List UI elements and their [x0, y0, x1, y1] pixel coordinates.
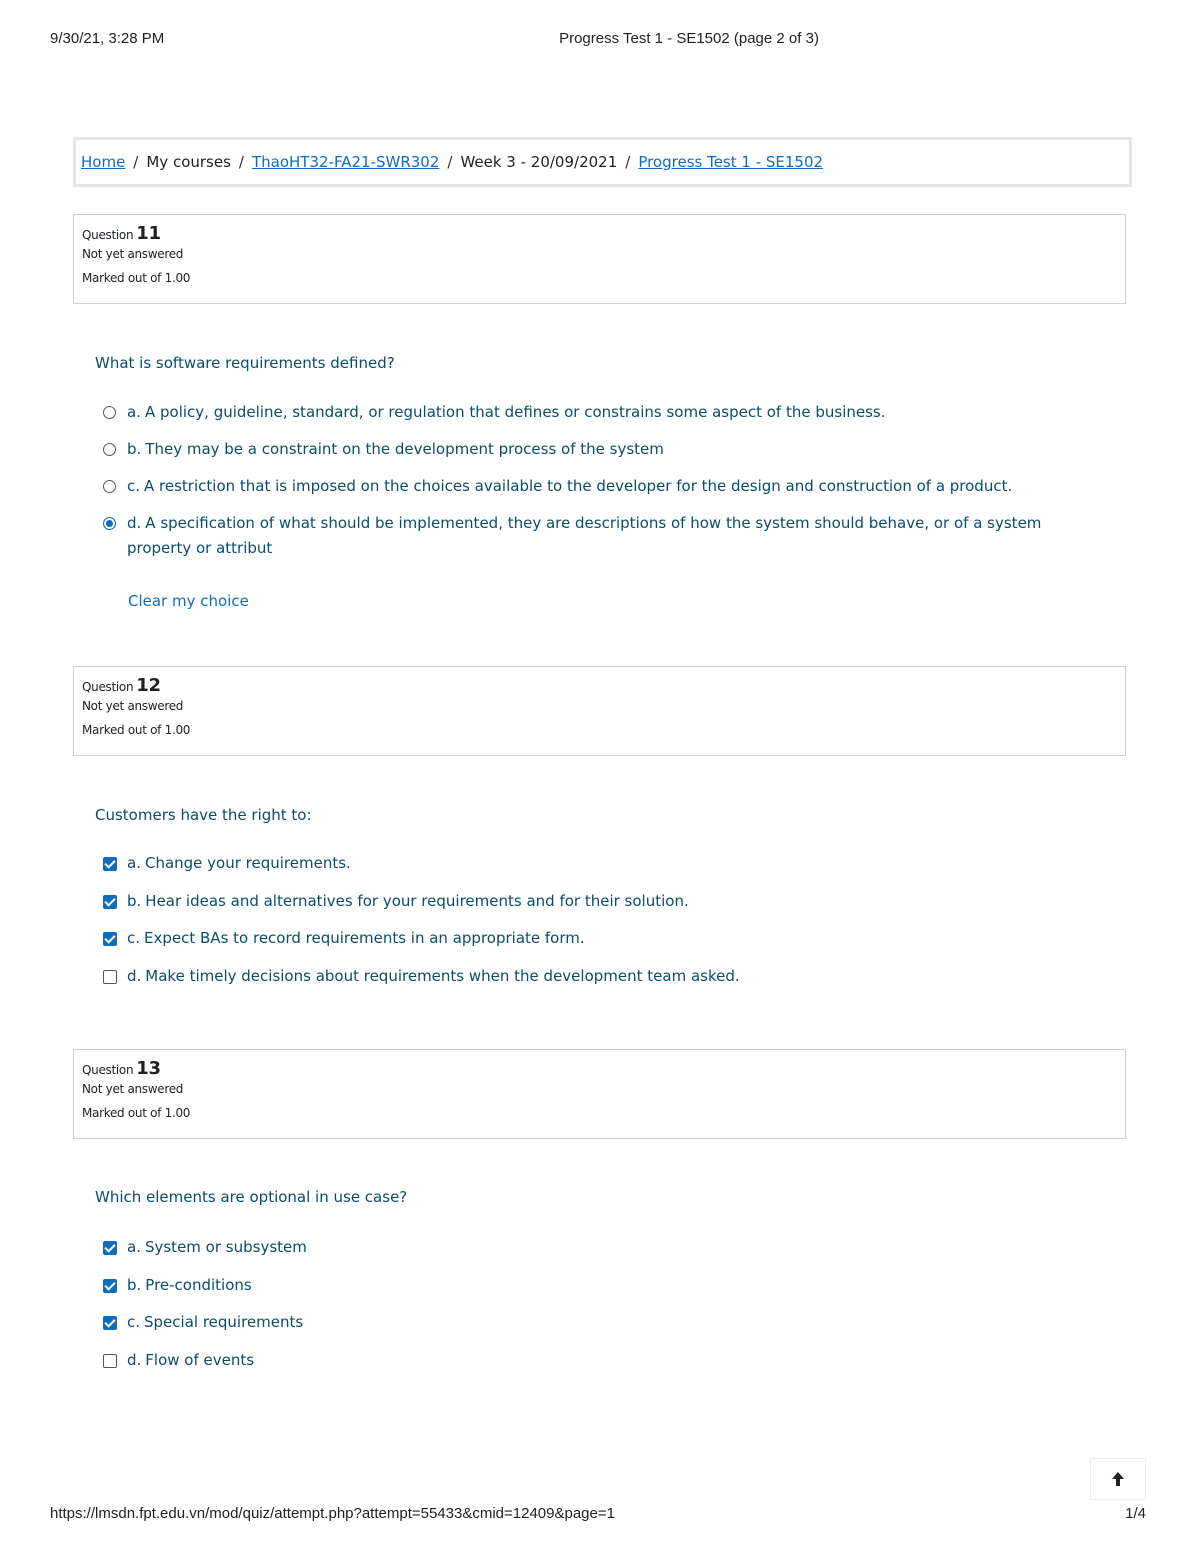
checkbox-checked[interactable] [103, 932, 117, 946]
question-number-value: 11 [136, 223, 161, 244]
answer-option[interactable] [103, 441, 1093, 462]
answer-option[interactable] [103, 478, 1093, 499]
option-text: A specification of what should be implemented, they are descriptions of how the system should behave, or of a system property or attribut [127, 514, 1042, 557]
option-text: Pre-conditions [145, 1276, 252, 1294]
question-label: Question [82, 228, 134, 242]
question-text-12: Customers have the right to: [95, 806, 312, 824]
clear-my-choice-link[interactable]: Clear my choice [128, 592, 249, 610]
answer-option[interactable] [103, 893, 1093, 914]
breadcrumb-home-link[interactable]: Home [81, 153, 126, 171]
arrow-up-icon [1110, 1471, 1126, 1487]
question-number-value: 13 [136, 1058, 161, 1079]
breadcrumb-separator: / [625, 153, 631, 171]
option-letter: c. [127, 929, 141, 947]
radio-button[interactable] [103, 406, 116, 419]
checkbox[interactable] [103, 1354, 117, 1368]
print-url: https://lmsdn.fpt.edu.vn/mod/quiz/attempt.php?attempt=55433&cmid=12409&page=1 [50, 1505, 615, 1522]
option-letter: d. [127, 1351, 142, 1369]
question-text-11: What is software requirements defined? [95, 354, 395, 372]
question-info-13 [73, 1049, 1126, 1139]
option-letter: b. [127, 892, 142, 910]
checkbox-checked[interactable] [103, 1279, 117, 1293]
option-text: A policy, guideline, standard, or regulation that defines or constrains some aspect of the business. [144, 403, 886, 421]
breadcrumb-separator: / [238, 153, 244, 171]
question-state: Not yet answered [82, 1082, 184, 1096]
question-label: Question [82, 680, 134, 694]
question-grade: Marked out of 1.00 [82, 723, 191, 737]
option-text: A restriction that is imposed on the choices available to the developer for the design and construction of a product. [144, 477, 1013, 495]
question-number [82, 223, 1125, 244]
radio-button-selected[interactable] [103, 517, 116, 530]
checkbox-checked[interactable] [103, 895, 117, 909]
option-letter: a. [127, 1238, 141, 1256]
radio-button[interactable] [103, 443, 116, 456]
option-text: Make timely decisions about requirements when the development team asked. [145, 967, 740, 985]
option-text: Special requirements [144, 1313, 304, 1331]
question-number-value: 12 [136, 675, 161, 696]
answer-option[interactable] [103, 1277, 1093, 1298]
answer-option[interactable] [103, 1314, 1093, 1335]
option-letter: c. [127, 1313, 141, 1331]
option-letter: a. [127, 854, 141, 872]
answer-option[interactable] [103, 1352, 1093, 1373]
breadcrumb-week: Week 3 - 20/09/2021 [460, 153, 618, 171]
answer-option[interactable] [103, 404, 1093, 425]
radio-button[interactable] [103, 480, 116, 493]
question-info-12 [73, 666, 1126, 756]
checkbox[interactable] [103, 970, 117, 984]
checkbox-checked[interactable] [103, 1316, 117, 1330]
answer-option[interactable] [103, 930, 1093, 951]
answer-option[interactable] [103, 515, 1093, 561]
option-letter: b. [127, 1276, 142, 1294]
question-info-11 [73, 214, 1126, 304]
question-state: Not yet answered [82, 247, 184, 261]
question-state: Not yet answered [82, 699, 184, 713]
question-text-13: Which elements are optional in use case? [95, 1188, 408, 1206]
answer-option[interactable] [103, 968, 1093, 989]
option-letter: a. [127, 403, 141, 421]
option-text: Expect BAs to record requirements in an appropriate form. [144, 929, 585, 947]
question-grade: Marked out of 1.00 [82, 271, 191, 285]
question-grade: Marked out of 1.00 [82, 1106, 191, 1120]
option-letter: c. [127, 477, 141, 495]
option-text: Change your requirements. [144, 854, 351, 872]
option-text: They may be a constraint on the development process of the system [145, 440, 664, 458]
option-text: System or subsystem [144, 1238, 307, 1256]
question-number [82, 1058, 1125, 1079]
answer-option[interactable] [103, 855, 1093, 876]
answer-option[interactable] [103, 1239, 1093, 1260]
breadcrumb [73, 137, 1132, 187]
option-letter: d. [127, 514, 142, 532]
print-title: Progress Test 1 - SE1502 (page 2 of 3) [559, 30, 819, 47]
breadcrumb-my-courses: My courses [146, 153, 231, 171]
checkbox-checked[interactable] [103, 1241, 117, 1255]
print-page-number: 1/4 [1125, 1505, 1146, 1522]
breadcrumb-separator: / [447, 153, 453, 171]
back-to-top-button[interactable] [1090, 1458, 1146, 1500]
option-text: Flow of events [145, 1351, 255, 1369]
option-letter: d. [127, 967, 142, 985]
option-letter: b. [127, 440, 142, 458]
question-label: Question [82, 1063, 134, 1077]
question-number [82, 675, 1125, 696]
breadcrumb-course-link[interactable]: ThaoHT32-FA21-SWR302 [251, 153, 440, 171]
breadcrumb-separator: / [133, 153, 139, 171]
option-text: Hear ideas and alternatives for your requirements and for their solution. [145, 892, 689, 910]
checkbox-checked[interactable] [103, 857, 117, 871]
print-datetime: 9/30/21, 3:28 PM [50, 30, 165, 47]
breadcrumb-quiz-link[interactable]: Progress Test 1 - SE1502 [638, 153, 824, 171]
